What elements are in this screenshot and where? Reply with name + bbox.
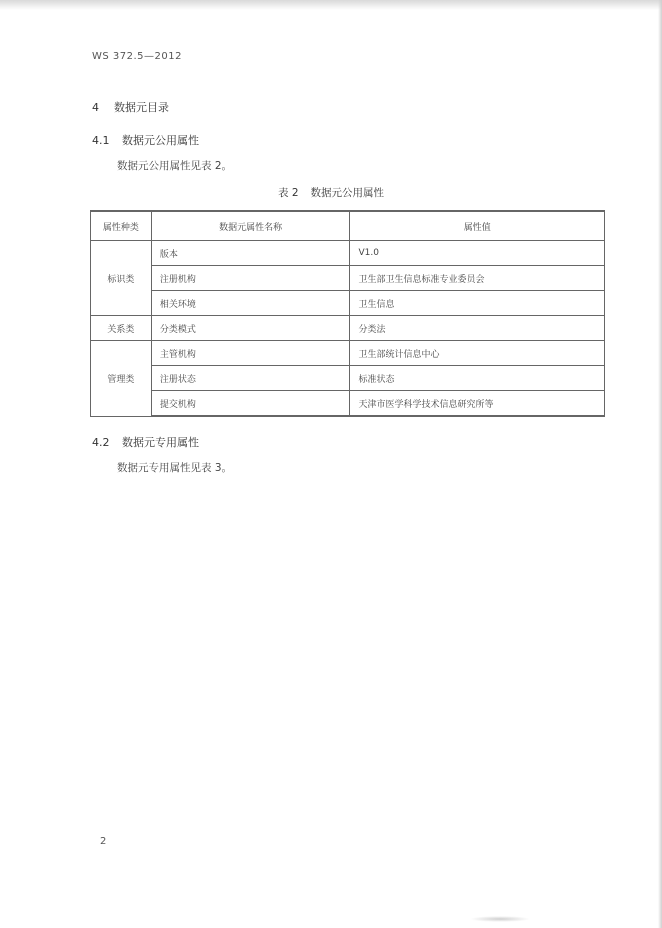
table-row <box>91 341 605 366</box>
section-4-2-heading <box>92 434 199 450</box>
table-row <box>91 266 605 291</box>
header-attribute-category: 属性种类 <box>91 211 152 241</box>
section-4-heading <box>92 99 169 115</box>
attribute-name-cell: 版本 <box>151 241 350 266</box>
table-row <box>91 366 605 391</box>
attribute-value-cell: 天津市医学科学技术信息研究所等 <box>350 391 605 417</box>
section-4-number: 4 <box>92 101 99 114</box>
attribute-value-cell: V1.0 <box>350 241 605 266</box>
scan-edge-top <box>0 0 662 10</box>
section-4-2-number: 4.2 <box>92 436 110 449</box>
category-relation: 关系类 <box>91 316 152 341</box>
table-header-row <box>91 211 605 241</box>
section-4-2-text: 数据元专用属性见表 3。 <box>117 462 233 474</box>
table-caption-number: 表 2 <box>277 187 299 199</box>
section-4-1-title: 数据元公用属性 <box>122 134 199 147</box>
table-row <box>91 391 605 417</box>
attribute-value-cell: 分类法 <box>350 316 605 341</box>
attribute-name-cell: 分类模式 <box>151 316 350 341</box>
category-management: 管理类 <box>91 341 152 417</box>
common-attributes-table <box>90 210 605 417</box>
table-row <box>91 291 605 316</box>
section-4-2-title: 数据元专用属性 <box>122 436 199 449</box>
section-4-1-heading <box>92 132 199 148</box>
table-row <box>91 241 605 266</box>
section-4-title: 数据元目录 <box>114 101 169 114</box>
attribute-name-cell: 相关环境 <box>151 291 350 316</box>
table-row <box>91 316 605 341</box>
table-caption <box>0 185 662 200</box>
standard-code: WS 372.5—2012 <box>92 51 182 62</box>
scan-edge-right <box>658 0 662 928</box>
attribute-name-cell: 注册状态 <box>151 366 350 391</box>
header-attribute-name: 数据元属性名称 <box>151 211 350 241</box>
scan-smudge <box>470 916 530 922</box>
page-number: 2 <box>100 836 107 847</box>
category-identification: 标识类 <box>91 241 152 316</box>
attribute-value-cell: 卫生信息 <box>350 291 605 316</box>
section-4-1-text: 数据元公用属性见表 2。 <box>117 160 233 172</box>
section-4-1-number: 4.1 <box>92 134 110 147</box>
attribute-name-cell: 主管机构 <box>151 341 350 366</box>
attribute-value-cell: 卫生部统计信息中心 <box>350 341 605 366</box>
attribute-name-cell: 提交机构 <box>151 391 350 417</box>
table-caption-title: 数据元公用属性 <box>310 187 385 199</box>
attribute-name-cell: 注册机构 <box>151 266 350 291</box>
attribute-value-cell: 标准状态 <box>350 366 605 391</box>
attribute-value-cell: 卫生部卫生信息标准专业委员会 <box>350 266 605 291</box>
header-attribute-value: 属性值 <box>350 211 605 241</box>
